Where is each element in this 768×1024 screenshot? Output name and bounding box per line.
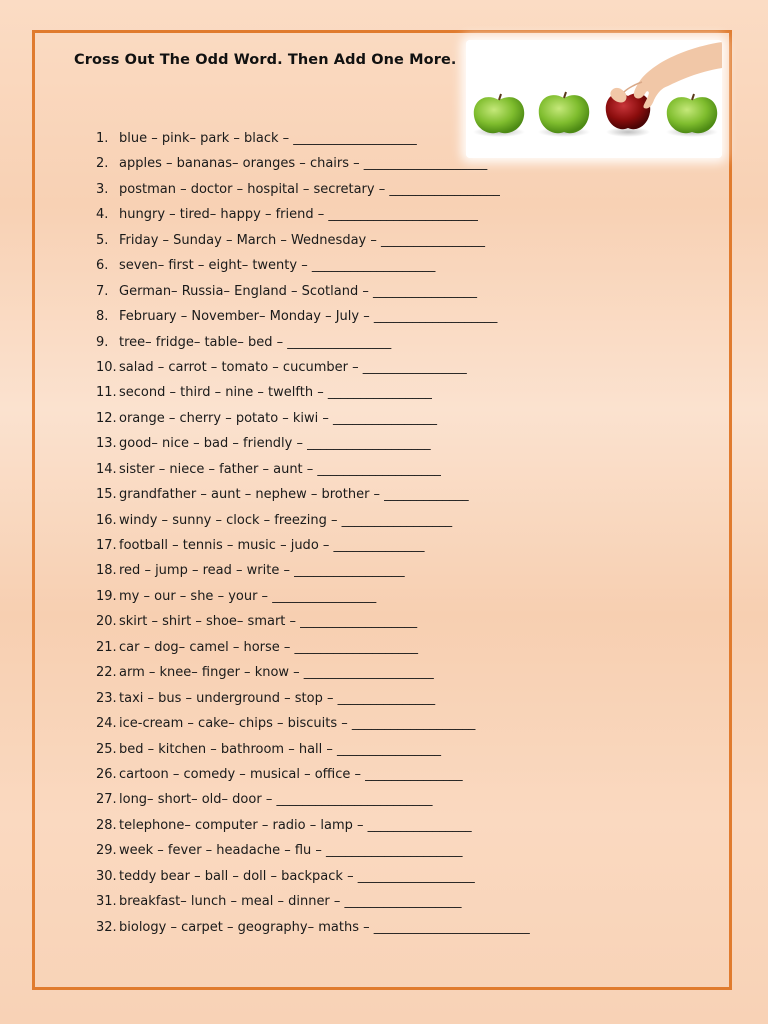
item-text: second – third – nine – twelfth – ________________: [119, 385, 432, 401]
list-item: [96, 686, 530, 711]
item-text: German– Russia– England – Scotland – ________________: [119, 283, 477, 299]
item-text: Friday – Sunday – March – Wednesday – ________________: [119, 232, 485, 248]
item-number: 1.: [96, 131, 109, 146]
item-number: 11.: [96, 385, 117, 401]
list-item: [96, 533, 530, 558]
item-text: bed – kitchen – bathroom – hall – ________________: [119, 741, 442, 757]
item-text: skirt – shirt – shoe– smart – __________________: [119, 614, 418, 630]
list-item: [96, 126, 530, 151]
item-text: hungry – tired– happy – friend – _______________________: [119, 207, 478, 223]
item-number: 3.: [96, 181, 109, 197]
item-number: 31.: [96, 894, 117, 910]
list-item: [96, 253, 530, 278]
item-text: good– nice – bad – friendly – ___________________: [119, 436, 431, 452]
item-text: seven– first – eight– twenty – ___________________: [119, 258, 436, 274]
item-number: 2.: [96, 156, 109, 172]
item-text: teddy bear – ball – doll – backpack – __________________: [119, 868, 475, 884]
list-item: [96, 787, 530, 812]
list-item: [96, 151, 530, 176]
list-item: [96, 711, 530, 736]
item-text: long– short– old– door – ________________________: [119, 792, 433, 808]
item-number: 32.: [96, 919, 117, 935]
list-item: [96, 482, 530, 507]
list-item: [96, 584, 530, 609]
item-text: arm – knee– finger – know – ____________________: [119, 665, 434, 681]
item-number: 24.: [96, 716, 117, 732]
list-item: [96, 431, 530, 456]
list-item: [96, 838, 530, 863]
list-item: [96, 635, 530, 660]
item-number: 14.: [96, 461, 117, 477]
item-text: blue – pink– park – black – ___________________: [119, 131, 417, 146]
item-text: breakfast– lunch – meal – dinner – __________________: [119, 894, 462, 910]
item-number: 15.: [96, 487, 117, 503]
item-text: week – fever – headache – flu – _____________________: [119, 843, 463, 859]
item-text: telephone– computer – radio – lamp – ________________: [119, 817, 472, 833]
item-number: 21.: [96, 639, 117, 655]
item-number: 13.: [96, 436, 117, 452]
item-number: 20.: [96, 614, 117, 630]
item-number: 6.: [96, 258, 109, 274]
list-item: [96, 864, 530, 889]
item-text: cartoon – comedy – musical – office – _______________: [119, 766, 463, 782]
item-number: 22.: [96, 665, 117, 681]
item-text: football – tennis – music – judo – ______________: [119, 538, 425, 553]
item-number: 18.: [96, 563, 117, 579]
item-text: taxi – bus – underground – stop – _______________: [119, 690, 436, 706]
item-text: windy – sunny – clock – freezing – _________________: [119, 512, 453, 528]
item-number: 9.: [96, 334, 109, 350]
item-number: 7.: [96, 283, 109, 299]
item-text: February – November– Monday – July – ___________________: [119, 309, 498, 325]
item-text: orange – cherry – potato – kiwi – ________________: [119, 410, 438, 426]
item-number: 28.: [96, 817, 117, 833]
item-text: my – our – she – your – ________________: [119, 588, 377, 604]
worksheet-title: Cross Out The Odd Word. Then Add One More.: [74, 52, 457, 68]
item-text: grandfather – aunt – nephew – brother – _____________: [119, 487, 469, 503]
item-number: 12.: [96, 410, 117, 426]
list-item: [96, 813, 530, 838]
item-text: postman – doctor – hospital – secretary – _________________: [119, 181, 500, 197]
list-item: [96, 304, 530, 329]
item-text: biology – carpet – geography– maths – ________________________: [119, 919, 530, 935]
item-number: 4.: [96, 207, 109, 223]
item-number: 27.: [96, 792, 117, 808]
list-item: [96, 737, 530, 762]
list-item: [96, 406, 530, 431]
list-item: [96, 279, 530, 304]
list-item: [96, 330, 530, 355]
item-text: sister – niece – father – aunt – ___________________: [119, 461, 441, 477]
item-number: 30.: [96, 868, 117, 884]
list-item: [96, 660, 530, 685]
list-item: [96, 915, 530, 940]
item-text: red – jump – read – write – _________________: [119, 563, 405, 579]
list-item: [96, 558, 530, 583]
item-text: car – dog– camel – horse – ___________________: [119, 639, 419, 655]
list-item: [96, 762, 530, 787]
list-item: [96, 889, 530, 914]
item-text: salad – carrot – tomato – cucumber – ________________: [119, 359, 467, 375]
item-number: 17.: [96, 538, 117, 553]
list-item: [96, 380, 530, 405]
item-number: 25.: [96, 741, 117, 757]
list-item: [96, 609, 530, 634]
list-item: [96, 355, 530, 380]
item-number: 29.: [96, 843, 117, 859]
list-item: [96, 177, 530, 202]
item-number: 26.: [96, 766, 117, 782]
item-number: 5.: [96, 232, 109, 248]
item-text: ice-cream – cake– chips – biscuits – ___________________: [119, 716, 476, 732]
list-item: [96, 457, 530, 482]
list-item: [96, 228, 530, 253]
item-number: 23.: [96, 690, 117, 706]
item-number: 16.: [96, 512, 117, 528]
list-item: [96, 508, 530, 533]
item-number: 8.: [96, 309, 109, 325]
list-item: [96, 202, 530, 227]
item-number: 19.: [96, 588, 117, 604]
item-text: apples – bananas– oranges – chairs – ___________________: [119, 156, 488, 172]
item-number: 10.: [96, 359, 117, 375]
item-text: tree– fridge– table– bed – ________________: [119, 334, 392, 350]
exercise-list: [96, 126, 530, 940]
